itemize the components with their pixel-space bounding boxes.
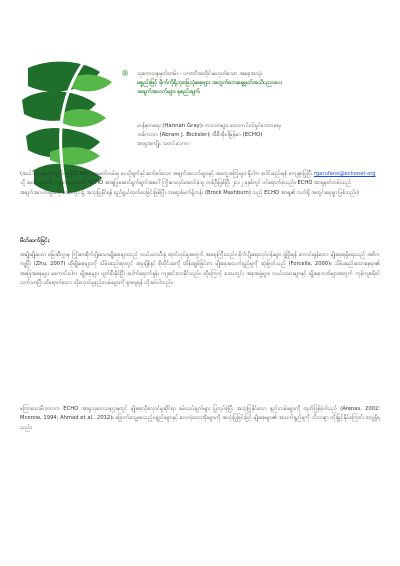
editor-note-text-before: (အယ်ဒီတာ၏မှတ်ချက်- ဤECHO အာရှမှတ်တမ်းမှ ပေးပို့ချက်နှင့်ဆက်စပ်သော အချက်အလက်များနှင့် အတွေ့အကြုံများ ရှိပါက ပေါင်းစည်းရန် ကျေးဇူးပြုပြီး xyxy=(20,171,313,177)
page-title xyxy=(137,70,387,97)
paragraph-research: မကြာသေးမီကာလက ECHO အာရှသုတေသနဌာနတွင် မျိုးစေ့သိုလှောင်မှုဆိုင်ရာ စမ်းသပ်ချက်များ ပြုလုပ်ခဲ့ပြီး အသုံးပြုနိုင်သော နည်းလမ်းများကို ထုတ်ပြန်ခဲ့ပါသည် (Arenas, 2002; Mcerow, 1994; Ahmad et al., 2012)။ ခြောက်သွေ့စေသည့်ပစ္စည်းများနှင့် လေလုံသောအိုးများကို အသုံးပြုခြင်းဖြင့် မျိုးစေ့များ၏ အသက်ရှည်မှုကို သိသာစွာ တိုးမြှင့်နိုင်ကြောင်း တွေ့ရှိရသည်။ xyxy=(20,406,380,431)
editor-note xyxy=(20,170,380,198)
leaf-light-1 xyxy=(72,75,112,92)
section-heading-introduction: မိတ်ဆက်ခြင်း xyxy=(20,238,50,244)
title-line-2: မစ္စည်းမြင့် မိုက်ကိုရိုဘုမြေသုံးစေ့များ အတွက်ဘေးရှေ့မှတ်အသိပညာပေး xyxy=(137,80,282,86)
paragraph-introduction: အမျိုးမျိုးသော မြေဆီလွှာမှ ကြိုးစားစိုက်ပျိုးသောမျိုးစေ့များသည် လယ်ယာသီးနှံ ထုတ်လုပ်မှုအတွက် အရေးကြီးသည်။ စိုက်ပျိုးရေးလုပ်ငန်းများ ဖွံ့ဖြိုးရန် ကောင်းမွန်သော မျိုးစေ့ရရှိရေးသည် အဓိကကျပြီး (Zhu, 2007) ထိုမျိုးစေ့များကို သိမ်းဆည်းရာတွင် အပူချိန်နှင့် စိုထိုင်းဆကို ထိန်းချုပ်ခြင်းက မျိုးစေ့အသက်ရှည်မှုကို ဆုံးဖြတ်သည် (Forcella, 2000)။ သိမ်းဆည်းသောနေရာ၏ အခြေအနေများ မကောင်းပါက မျိုးစေ့များ ပျက်စီးနိုင်ပြီး ပေါက်ရောက်နှုန်း ကျဆင်းလာနိုင်သည်။ ထို့ကြောင့် ဒေသတွင်း အစုအဖွဲ့များ၊ လယ်သမားများနှင့် မျိုးစေ့ဘဏ်များအတွက် ကုန်ကျစရိတ်သက်သာပြီး ထိရောက်သော သိုလှောင်မှုနည်းလမ်းများကို ရှာဖွေရန် လိုအပ်ပါသည်။ xyxy=(20,252,380,287)
author-block xyxy=(137,122,387,149)
email-link[interactable]: rgarufano@echonet.org xyxy=(313,171,376,177)
author-line-2: ဘစ်ကလာ (Abram J. Bicksler)၊ အီစီအိုဝါမြန်မာ (ECHO) xyxy=(137,132,263,138)
title-line-3: အချက်အလက်များ စုစည်းချက် xyxy=(137,89,200,95)
author-line-3: အာရှအကျိုး သတင်းလကာ xyxy=(137,141,190,147)
registered-mark: ® xyxy=(121,69,129,78)
leaf-light-3 xyxy=(50,147,100,165)
title-line-1: သုတေသနမှတ်တမ်း - ပကတိအတိုင်းမဟုတ်သော အစေ့အသုံး xyxy=(137,71,263,77)
editor-note-text-after: သို့ ဆက်သွယ်ပါ။ ဟန်နာဂရေးသည် ECHO အာရှပြုဆောင်ရွက်ချက်အပေါ် ကြိုးစားလုပ်ဆောင်ခဲ့သူ တစ်ဦးဖြစ်ပြီး ၂၀၁၂ ခုနှစ်တွင် ဝင်ရောက်ခဲ့သည်။ ECHO အာရှမှတ်တမ်းသည် အချက်အလက်များကို ဒေသတွင်း၌ အသုံးပြုနိုင်ရန် ရည်ရွယ်ထုတ်ဝေခြင်းဖြစ်ပြီး ဘရော့ခ်မက်ရှ်ဘန်း (Brock Mashburn) သည် ECHO အာရှ၏ လက်ရှိ အတွင်းရေးမှူး ဖြစ်သည်။) xyxy=(20,180,359,196)
author-line-1: ဟန်နာဂရေး (Hannah Gray)၊ ကားဘာများ တောကင်ဝင်ရှင်ဘေကစရ၊ xyxy=(137,123,281,129)
leaf-light-2 xyxy=(60,109,106,127)
